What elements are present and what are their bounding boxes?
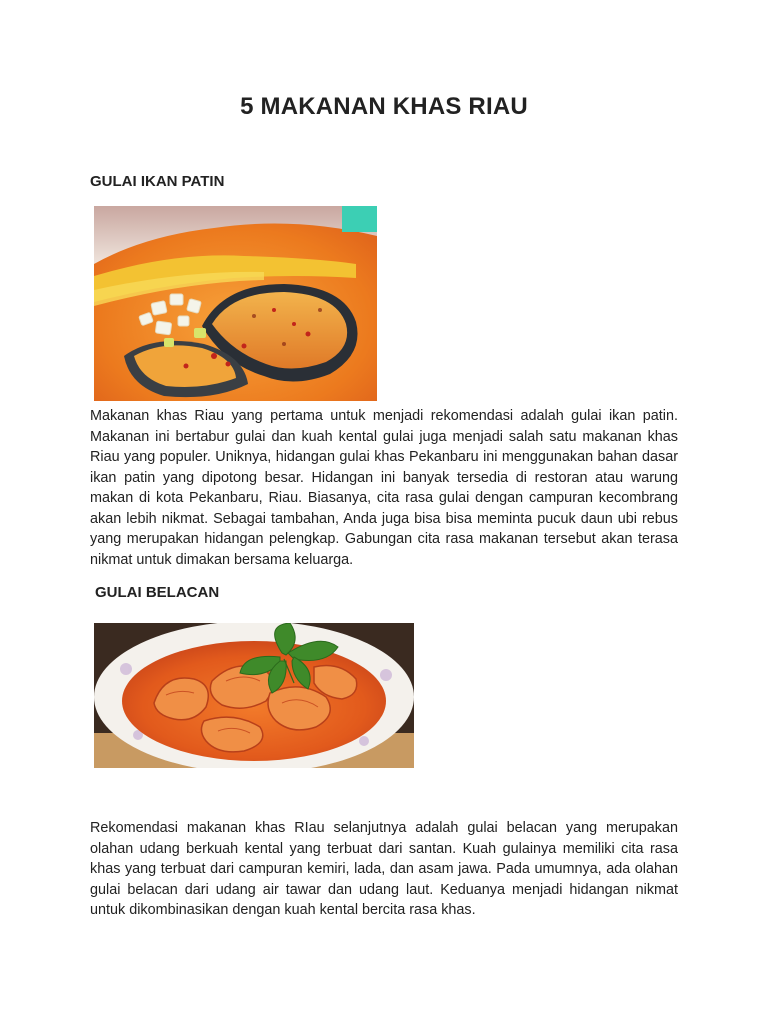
- gulai-belacan-photo: [94, 623, 414, 768]
- section-heading-gulai-belacan: GULAI BELACAN: [95, 584, 220, 601]
- section-paragraph-gulai-belacan: Rekomendasi makanan khas RIau selanjutnya adalah gulai belacan yang merupakan olahan udang berkuah kental yang terbuat dari santan. Kuah gulainya memiliki cita rasa khas yang terbuat dari campuran kemiri, lada, dan asam jawa. Pada umumnya, ada olahan gulai belacan dari udang air tawar dan udang laut. Keduanya menjadi hidangan nikmat untuk dikombinasikan dengan kuah kental bercita rasa khas.: [90, 820, 678, 918]
- section-heading-gulai-ikan-patin: GULAI IKAN PATIN: [90, 173, 225, 190]
- section-paragraph-gulai-ikan-patin: Makanan khas Riau yang pertama untuk menjadi rekomendasi adalah gulai ikan patin. Makanan ini bertabur gulai dan kuah kental gulai juga menjadi salah satu makanan khas Riau yang populer. Uniknya, hidangan gulai khas Pekanbaru ini menggunakan bahan dasar ikan patin yang dipotong besar. Hidangan ini banyak tersedia di restoran atau warung makan di kota Pekanbaru, Riau. Biasanya, cita rasa gulai dengan campuran kecombrang akan lebih nikmat. Sebagai tambahan, Anda juga bisa bisa meminta pucuk daun ubi rebus yang merupakan hidangan pelengkap. Gabungan cita rasa makanan tersebut akan terasa nikmat untuk dimakan bersama keluarga.: [90, 408, 678, 568]
- page-title: 5 MAKANAN KHAS RIAU: [240, 93, 528, 120]
- gulai-ikan-patin-photo: [94, 206, 377, 401]
